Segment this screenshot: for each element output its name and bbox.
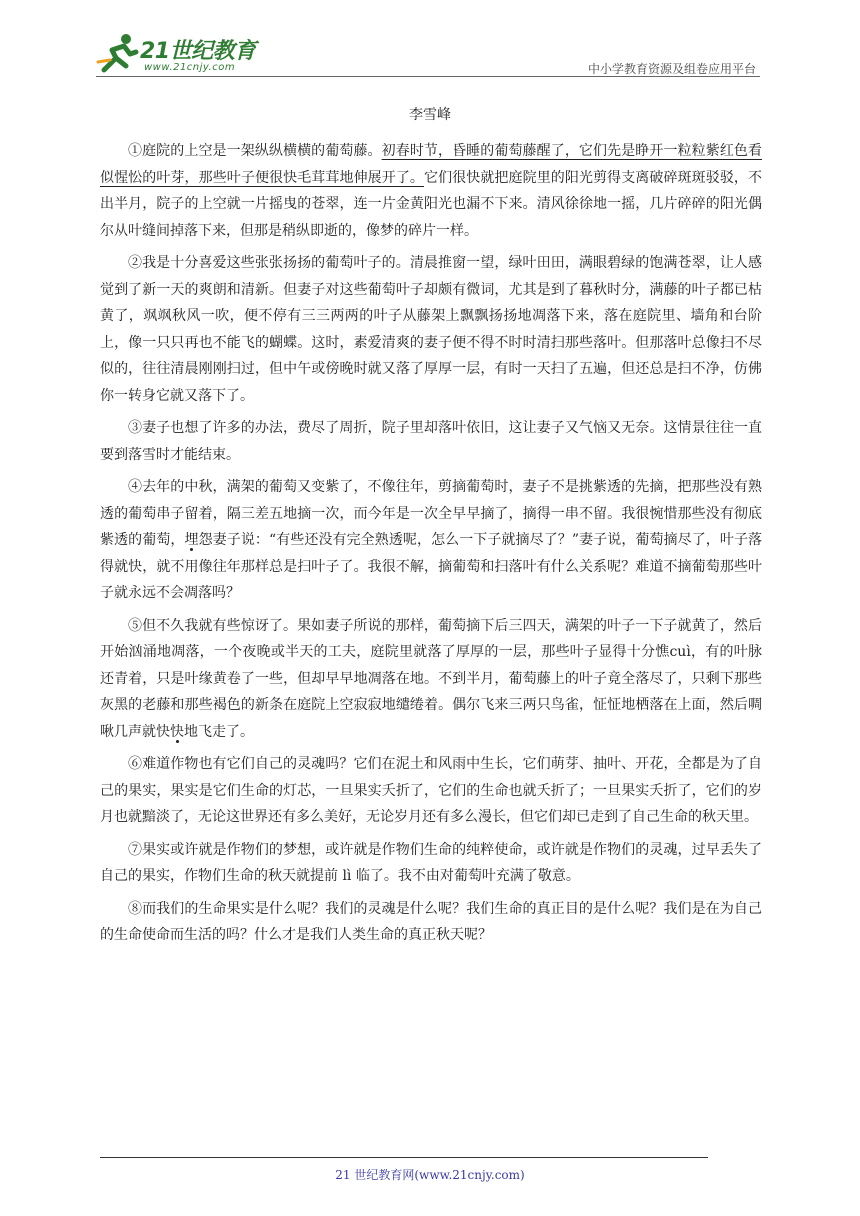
dotted-character: 埋 bbox=[184, 532, 199, 548]
site-logo[interactable] bbox=[96, 30, 266, 78]
author-name: 李雪峰 bbox=[409, 107, 451, 123]
paragraph-4-text-rest: 怨妻子说：“有些还没有完全熟透呢，怎么一下子就摘尽了？”妻子说，葡萄摘尽了，叶子落得就快，就不用像往年那样总是扫叶子了。我很不解，摘葡萄和扫落叶有什么关系呢？难道不摘葡萄那些叶子就永远不会凋落吗？ bbox=[100, 532, 763, 601]
footer-link[interactable]: 21 世纪教育网(www.21cnjy.com) bbox=[335, 1168, 525, 1182]
paragraph-4 bbox=[100, 474, 762, 607]
platform-tagline: 中小学教育资源及组卷应用平台 bbox=[587, 62, 756, 76]
dotted-character: 快 bbox=[170, 723, 184, 740]
paragraph-5-text: ⑤但不久我就有些惊讶了。果如妻子所说的那样，葡萄摘下后三四天，满架的叶子一下子就黄了，然后开始汹涌地凋落，一个夜晚或半天的工夫，庭院里就落了厚厚的一层，那些叶子显得十分憔cuì，有的叶脉还青着，只是叶缘黄卷了一些，但却早早地凋落在地。不到半月，葡萄藤上的叶子竟全落尽了，只剩下那些灰黑的老藤和那些褐色的新条在庭院上空寂寂地缱绻着。偶尔飞来三两只鸟雀，怔怔地栖落在上面，然后啁啾几声就快 bbox=[100, 617, 762, 740]
footer-divider bbox=[100, 1157, 708, 1158]
logo-text: 21世纪教育 bbox=[140, 39, 256, 64]
paragraph-1-text-rest: 它们很快就把庭院里的阳光剪得支离破碎斑斑驳驳，不出半月，院子的上空就一片摇曳的苍翠，连一片金黄阳光也漏不下来。清风徐徐地一摇，几片碎碎的阳光偶尔从叶缝间掉落下来，但那是稍纵即逝的，像梦的碎片一样。 bbox=[100, 169, 762, 239]
paragraph-2: ②我是十分喜爱这些张张扬扬的葡萄叶子的。清晨推窗一望，绿叶田田，满眼碧绿的饱满苍翠，让人感觉到了新一天的爽朗和清新。但妻子对这些葡萄叶子却颇有微词，尤其是到了暮秋时分，满藤的叶子都已枯黄了，飒飒秋风一吹，便不停有三三两两的叶子从藤架上飘飘扬扬地凋落下来，落在庭院里、墙角和台阶上，像一只只再也不能飞的蝴蝶。这时，素爱清爽的妻子便不得不时时清扫那些落叶。但那落叶总像扫不尽似的，往往清晨刚刚扫过，但中午或傍晚时就又落了厚厚一层，有时一天扫了五遍，但还总是扫不净，仿佛你一转身它就又落下了。 bbox=[100, 255, 762, 404]
running-figure-icon bbox=[96, 32, 140, 74]
logo-url: www.21cnjy.com bbox=[144, 62, 236, 73]
paragraph-1-text: ①庭院的上空是一架纵纵横横的葡萄藤。 bbox=[128, 143, 382, 159]
underlined-sentence: 初春时节，昏睡的葡萄藤醒了，它们先是睁开一粒粒紫红色看似惺忪的叶芽，那些叶子便很快毛茸茸地伸展开了。 bbox=[100, 143, 763, 186]
paragraph-3: ③妻子也想了许多的办法，费尽了周折，院子里却落叶依旧，这让妻子又气恼又无奈。这情景往往一直要到落雪时才能结束。 bbox=[100, 420, 762, 463]
page-header bbox=[0, 0, 860, 80]
paragraph-4-text: ④去年的中秋，满架的葡萄又变紫了，不像往年，剪摘葡萄时，妻子不是挑紫透的先摘，把那些没有熟透的葡萄串子留着，隔三差五地摘一次，而今年是一次全早早摘了，摘得一串不留。我很惋惜那些没有彻底紫透的葡萄， bbox=[100, 479, 762, 548]
paragraph-6: ⑥难道作物也有它们自己的灵魂吗？它们在泥土和风雨中生长，它们萌芽、抽叶、开花，全都是为了自己的果实，果实是它们生命的灯芯，一旦果实夭折了，它们的生命也就夭折了；一旦果实夭折了，它们的岁月也就黯淡了，无论这世界还有多么美好，无论岁月还有多么漫长，但它们却已走到了自己生命的秋天里。 bbox=[100, 756, 762, 825]
paragraph-1 bbox=[100, 138, 762, 244]
paragraph-5 bbox=[100, 613, 762, 746]
header-divider bbox=[96, 76, 760, 77]
article-body bbox=[100, 138, 762, 955]
paragraph-5-text-rest: 地飞走了。 bbox=[184, 723, 254, 740]
paragraph-7: ⑦果实或许就是作物们的梦想，或许就是作物们生命的纯粹使命，或许就是作物们的灵魂，过早丢失了自己的果实，作物们生命的秋天就提前 lì 临了。我不由对葡萄叶充满了敬意。 bbox=[100, 841, 762, 884]
paragraph-8: ⑧而我们的生命果实是什么呢？我们的灵魂是什么呢？我们生命的真正目的是什么呢？我们是在为自己的生命使命而生活的吗？什么才是我们人类生命的真正秋天呢？ bbox=[100, 900, 762, 943]
